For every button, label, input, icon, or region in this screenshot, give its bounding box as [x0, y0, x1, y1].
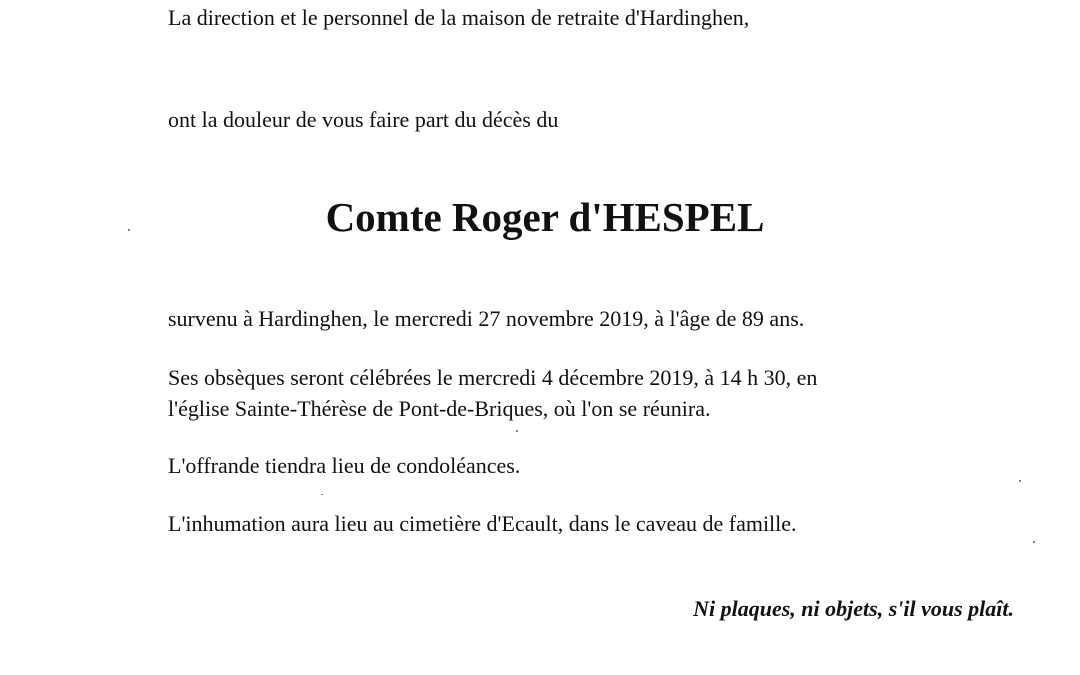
burial-line: L'inhumation aura lieu au cimetière d'Ecault, dans le caveau de famille.	[168, 511, 797, 536]
scan-speck	[128, 229, 130, 231]
scan-speck	[516, 430, 518, 432]
scan-speck	[1033, 541, 1035, 543]
closing-request: Ni plaques, ni objets, s'il vous plaît.	[693, 596, 1014, 621]
offering-line: L'offrande tiendra lieu de condoléances.	[168, 453, 521, 478]
scan-speck	[321, 494, 323, 495]
announcement-line: ont la douleur de vous faire part du décès du	[168, 107, 559, 132]
funeral-line-1: Ses obsèques seront célébrées le mercredi 4 décembre 2019, à 14 h 30, en	[168, 365, 818, 390]
opening-line: La direction et le personnel de la maison de retraite d'Hardinghen,	[168, 5, 750, 30]
death-details-line: survenu à Hardinghen, le mercredi 27 novembre 2019, à l'âge de 89 ans.	[168, 306, 805, 331]
scan-speck	[1019, 480, 1021, 482]
deceased-name: Comte Roger d'HESPEL	[325, 194, 765, 240]
funeral-line-2: l'église Sainte-Thérèse de Pont-de-Briques, où l'on se réunira.	[168, 396, 711, 421]
